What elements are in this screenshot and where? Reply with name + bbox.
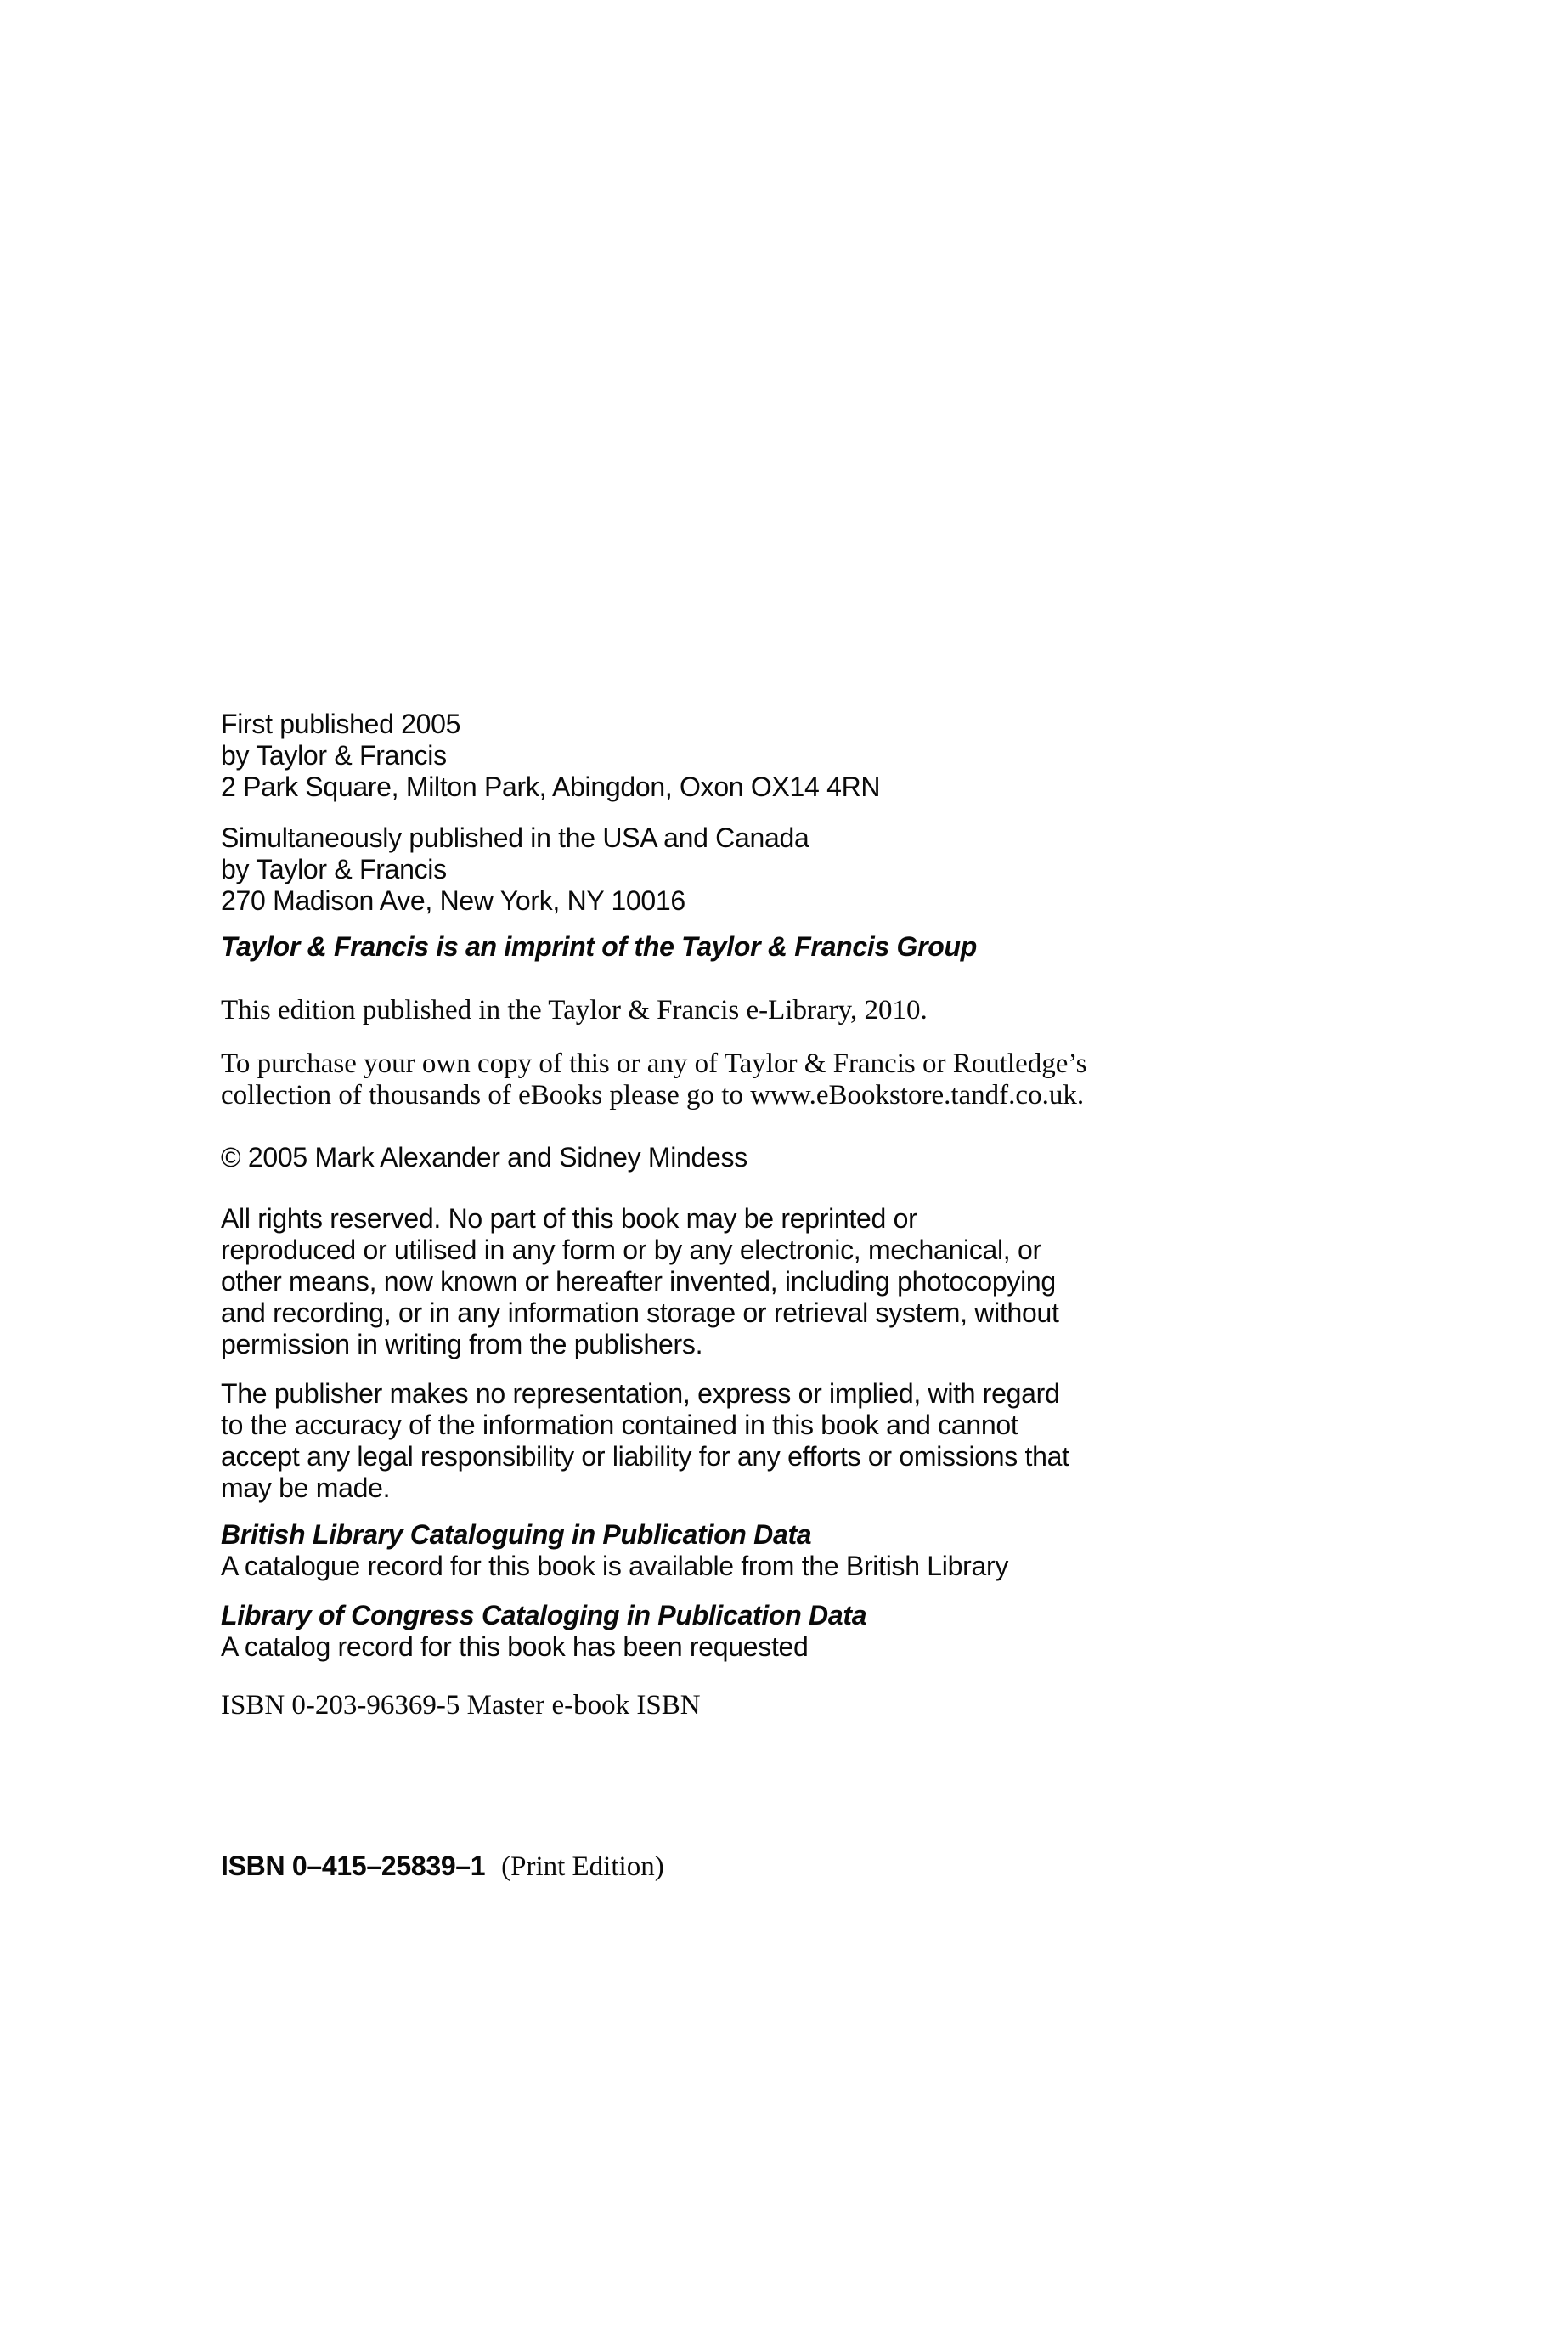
imprint-note — [221, 931, 1223, 963]
rights-line: reproduced or utilised in any form or by any electronic, mechanical, or — [221, 1235, 1041, 1265]
uk-address-line: 2 Park Square, Milton Park, Abingdon, Oxon OX14 4RN — [221, 771, 881, 802]
rights-reserved-paragraph — [221, 1203, 1223, 1360]
publisher-line: by Taylor & Francis — [221, 740, 447, 771]
rights-line: permission in writing from the publishers. — [221, 1329, 703, 1359]
purchase-note-line: collection of thousands of eBooks please go to www.eBookstore.tandf.co.uk. — [221, 1080, 1085, 1111]
publisher-line: by Taylor & Francis — [221, 854, 447, 884]
imprint-text-block — [221, 709, 1223, 1883]
first-published-line: First published 2005 — [221, 709, 461, 739]
print-isbn-line — [221, 1851, 1223, 1883]
library-of-congress-cataloging — [221, 1600, 1223, 1663]
disclaimer-line: to the accuracy of the information contained in this book and cannot — [221, 1410, 1018, 1440]
elibrary-edition-note — [221, 995, 1223, 1026]
purchase-note — [221, 1048, 1223, 1111]
disclaimer-line: may be made. — [221, 1472, 391, 1503]
disclaimer-line: accept any legal responsibility or liability for any efforts or omissions that — [221, 1441, 1069, 1472]
imprint-note-line: Taylor & Francis is an imprint of the Taylor & Francis Group — [221, 931, 978, 962]
uk-publication-block — [221, 709, 1223, 803]
copyright-line: © 2005 Mark Alexander and Sidney Mindess — [221, 1142, 747, 1173]
library-of-congress-heading: Library of Congress Cataloging in Publication Data — [221, 1600, 867, 1630]
disclaimer-line: The publisher makes no representation, express or implied, with regard — [221, 1378, 1060, 1409]
ebook-isbn-line: ISBN 0-203-96369-5 Master e-book ISBN — [221, 1690, 701, 1721]
elibrary-edition-line: This edition published in the Taylor & Francis e-Library, 2010. — [221, 995, 928, 1026]
ebook-isbn-block — [221, 1690, 1223, 1721]
publisher-disclaimer-paragraph — [221, 1378, 1223, 1504]
purchase-note-line: To purchase your own copy of this or any of Taylor & Francis or Routledge’s — [221, 1048, 1087, 1079]
print-isbn-block — [221, 1851, 1223, 1883]
usa-published-line: Simultaneously published in the USA and Canada — [221, 822, 809, 853]
usa-publication-block — [221, 822, 1223, 917]
british-library-heading: British Library Cataloguing in Publication Data — [221, 1519, 812, 1550]
british-library-cataloguing — [221, 1519, 1223, 1582]
rights-line: All rights reserved. No part of this book may be reprinted or — [221, 1203, 917, 1234]
rights-line: and recording, or in any information storage or retrieval system, without — [221, 1297, 1059, 1328]
copyright-notice — [221, 1142, 1223, 1173]
rights-line: other means, now known or hereafter invented, including photocopying — [221, 1266, 1056, 1297]
usa-address-line: 270 Madison Ave, New York, NY 10016 — [221, 885, 685, 916]
print-edition-label: (Print Edition) — [501, 1851, 664, 1882]
print-isbn-number: ISBN 0–415–25839–1 — [221, 1851, 486, 1881]
library-of-congress-body: A catalog record for this book has been requested — [221, 1631, 809, 1662]
british-library-body: A catalogue record for this book is available from the British Library — [221, 1551, 1009, 1581]
